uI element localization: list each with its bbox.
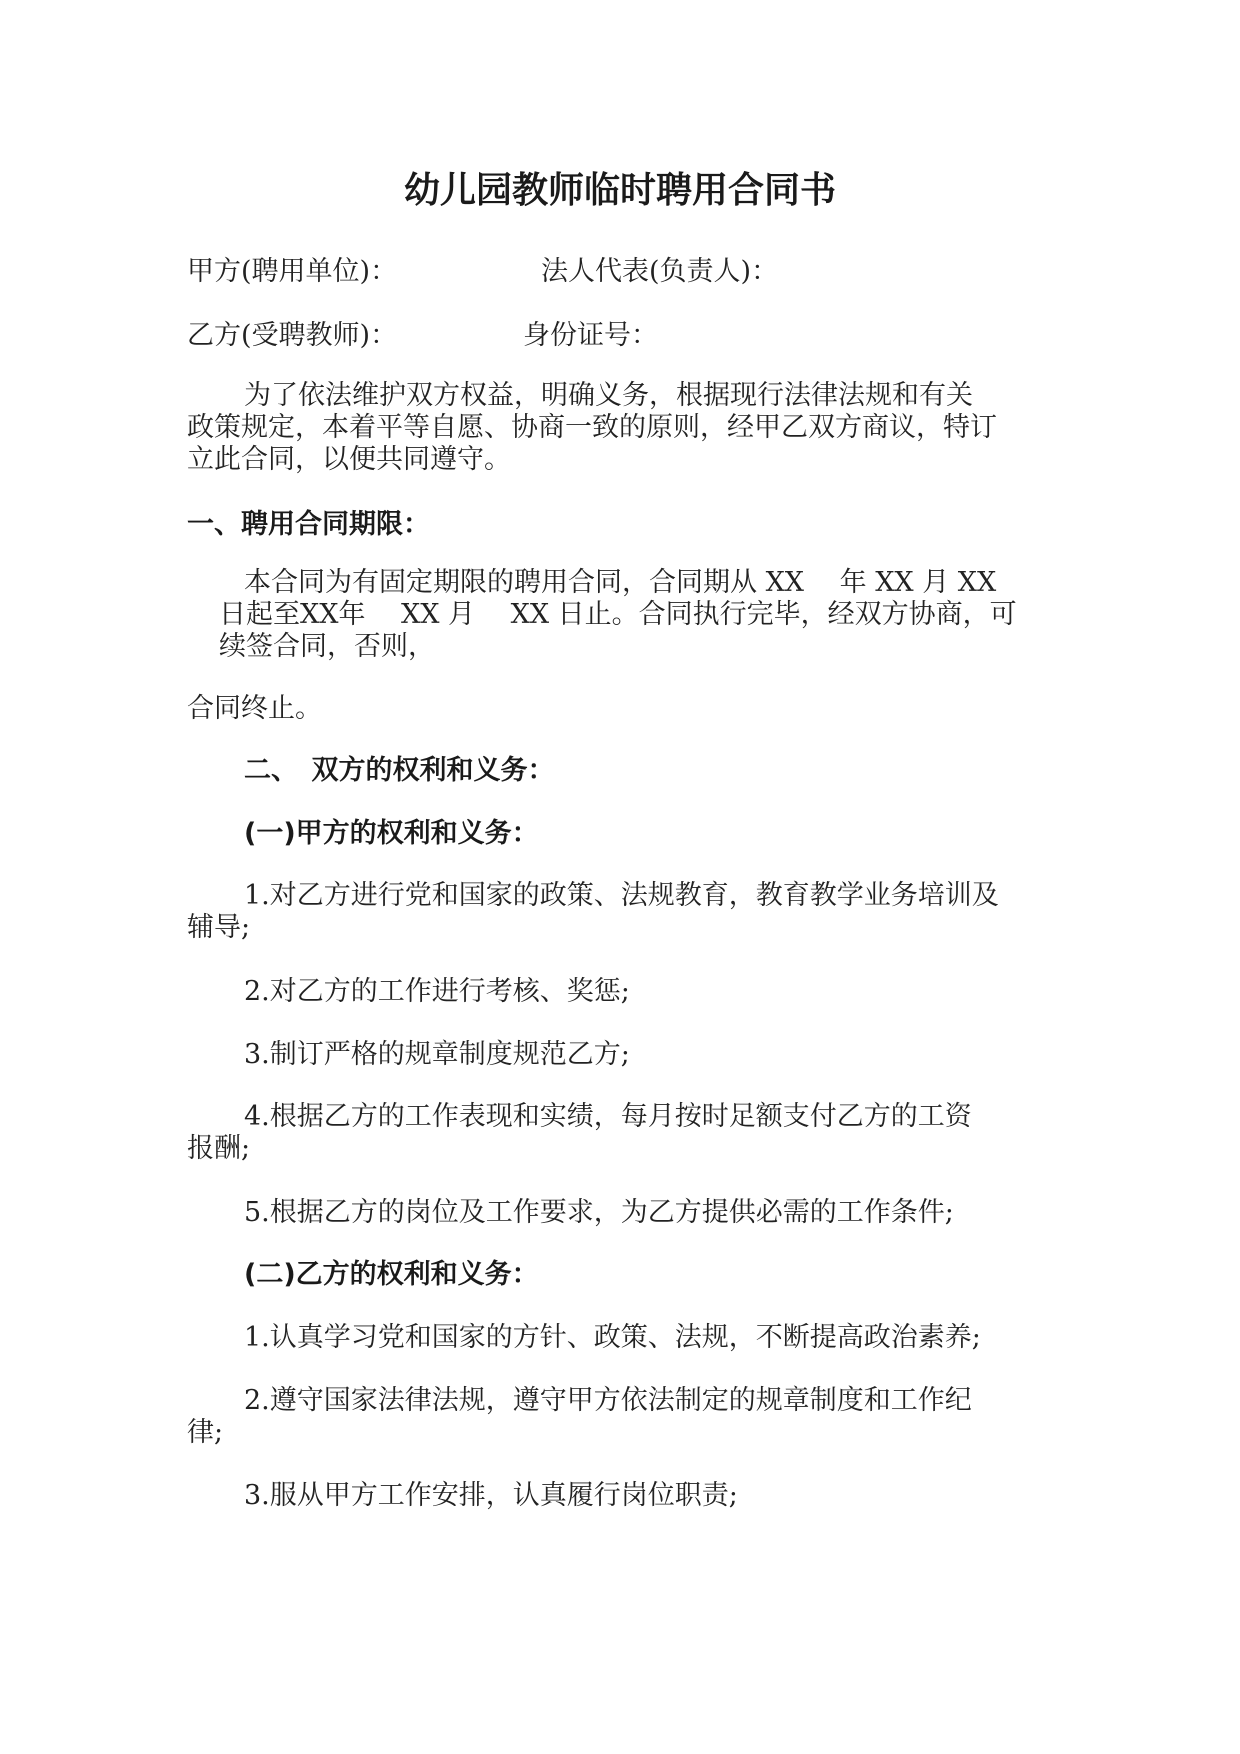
party-a-item-3: 3.制订严格的规章制度规范乙方; <box>244 1039 630 1070</box>
section-2-heading: 二、 双方的权利和义务： <box>244 755 555 786</box>
contract-term-line: 日起至XX年 XX 月 XX 日止。合同执行完毕，经双方协商，可 <box>219 599 1017 630</box>
document-title: 幼儿园教师临时聘用合同书 <box>403 170 836 211</box>
list-item-line: 律; <box>187 1417 224 1448</box>
party-a-rights-heading: (一)甲方的权利和义务： <box>244 818 539 849</box>
party-a-item-2: 2.对乙方的工作进行考核、奖惩; <box>244 976 630 1007</box>
party-a-item-1 <box>187 880 999 944</box>
intro-line: 政策规定，本着平等自愿、协商一致的原则，经甲乙双方商议，特订 <box>187 412 997 443</box>
legal-representative-label: 法人代表(负责人)： <box>541 256 779 287</box>
contract-term-end: 合同终止。 <box>187 693 322 724</box>
intro-paragraph <box>187 380 997 476</box>
section-1-heading: 一、聘用合同期限： <box>187 509 430 540</box>
intro-line: 立此合同，以便共同遵守。 <box>187 444 511 475</box>
party-b-rights-heading: (二)乙方的权利和义务： <box>244 1259 539 1290</box>
party-b-item-3: 3.服从甲方工作安排，认真履行岗位职责; <box>244 1480 738 1511</box>
list-item-line: 4.根据乙方的工作表现和实绩，每月按时足额支付乙方的工资 <box>244 1101 972 1132</box>
party-b-item-2 <box>187 1385 972 1449</box>
party-a-label: 甲方(聘用单位)： <box>187 256 398 287</box>
party-b-item-1: 1.认真学习党和国家的方针、政策、法规，不断提高政治素养; <box>244 1322 981 1353</box>
contract-term-line: 续签合同，否则， <box>219 631 435 662</box>
party-a-item-4 <box>187 1101 972 1165</box>
id-number-label: 身份证号： <box>523 320 658 351</box>
contract-term-paragraph <box>187 567 1017 663</box>
list-item-line: 1.对乙方进行党和国家的政策、法规教育，教育教学业务培训及 <box>244 880 999 911</box>
contract-term-line: 本合同为有固定期限的聘用合同，合同期从 XX 年 XX 月 XX <box>244 567 997 598</box>
intro-line: 为了依法维护双方权益，明确义务，根据现行法律法规和有关 <box>244 380 973 411</box>
party-b-label: 乙方(受聘教师)： <box>187 320 398 351</box>
list-item-line: 辅导; <box>187 912 251 943</box>
list-item-line: 2.遵守国家法律法规，遵守甲方依法制定的规章制度和工作纪 <box>244 1385 972 1416</box>
list-item-line: 报酬; <box>187 1133 251 1164</box>
party-a-item-5: 5.根据乙方的岗位及工作要求，为乙方提供必需的工作条件; <box>244 1197 954 1228</box>
